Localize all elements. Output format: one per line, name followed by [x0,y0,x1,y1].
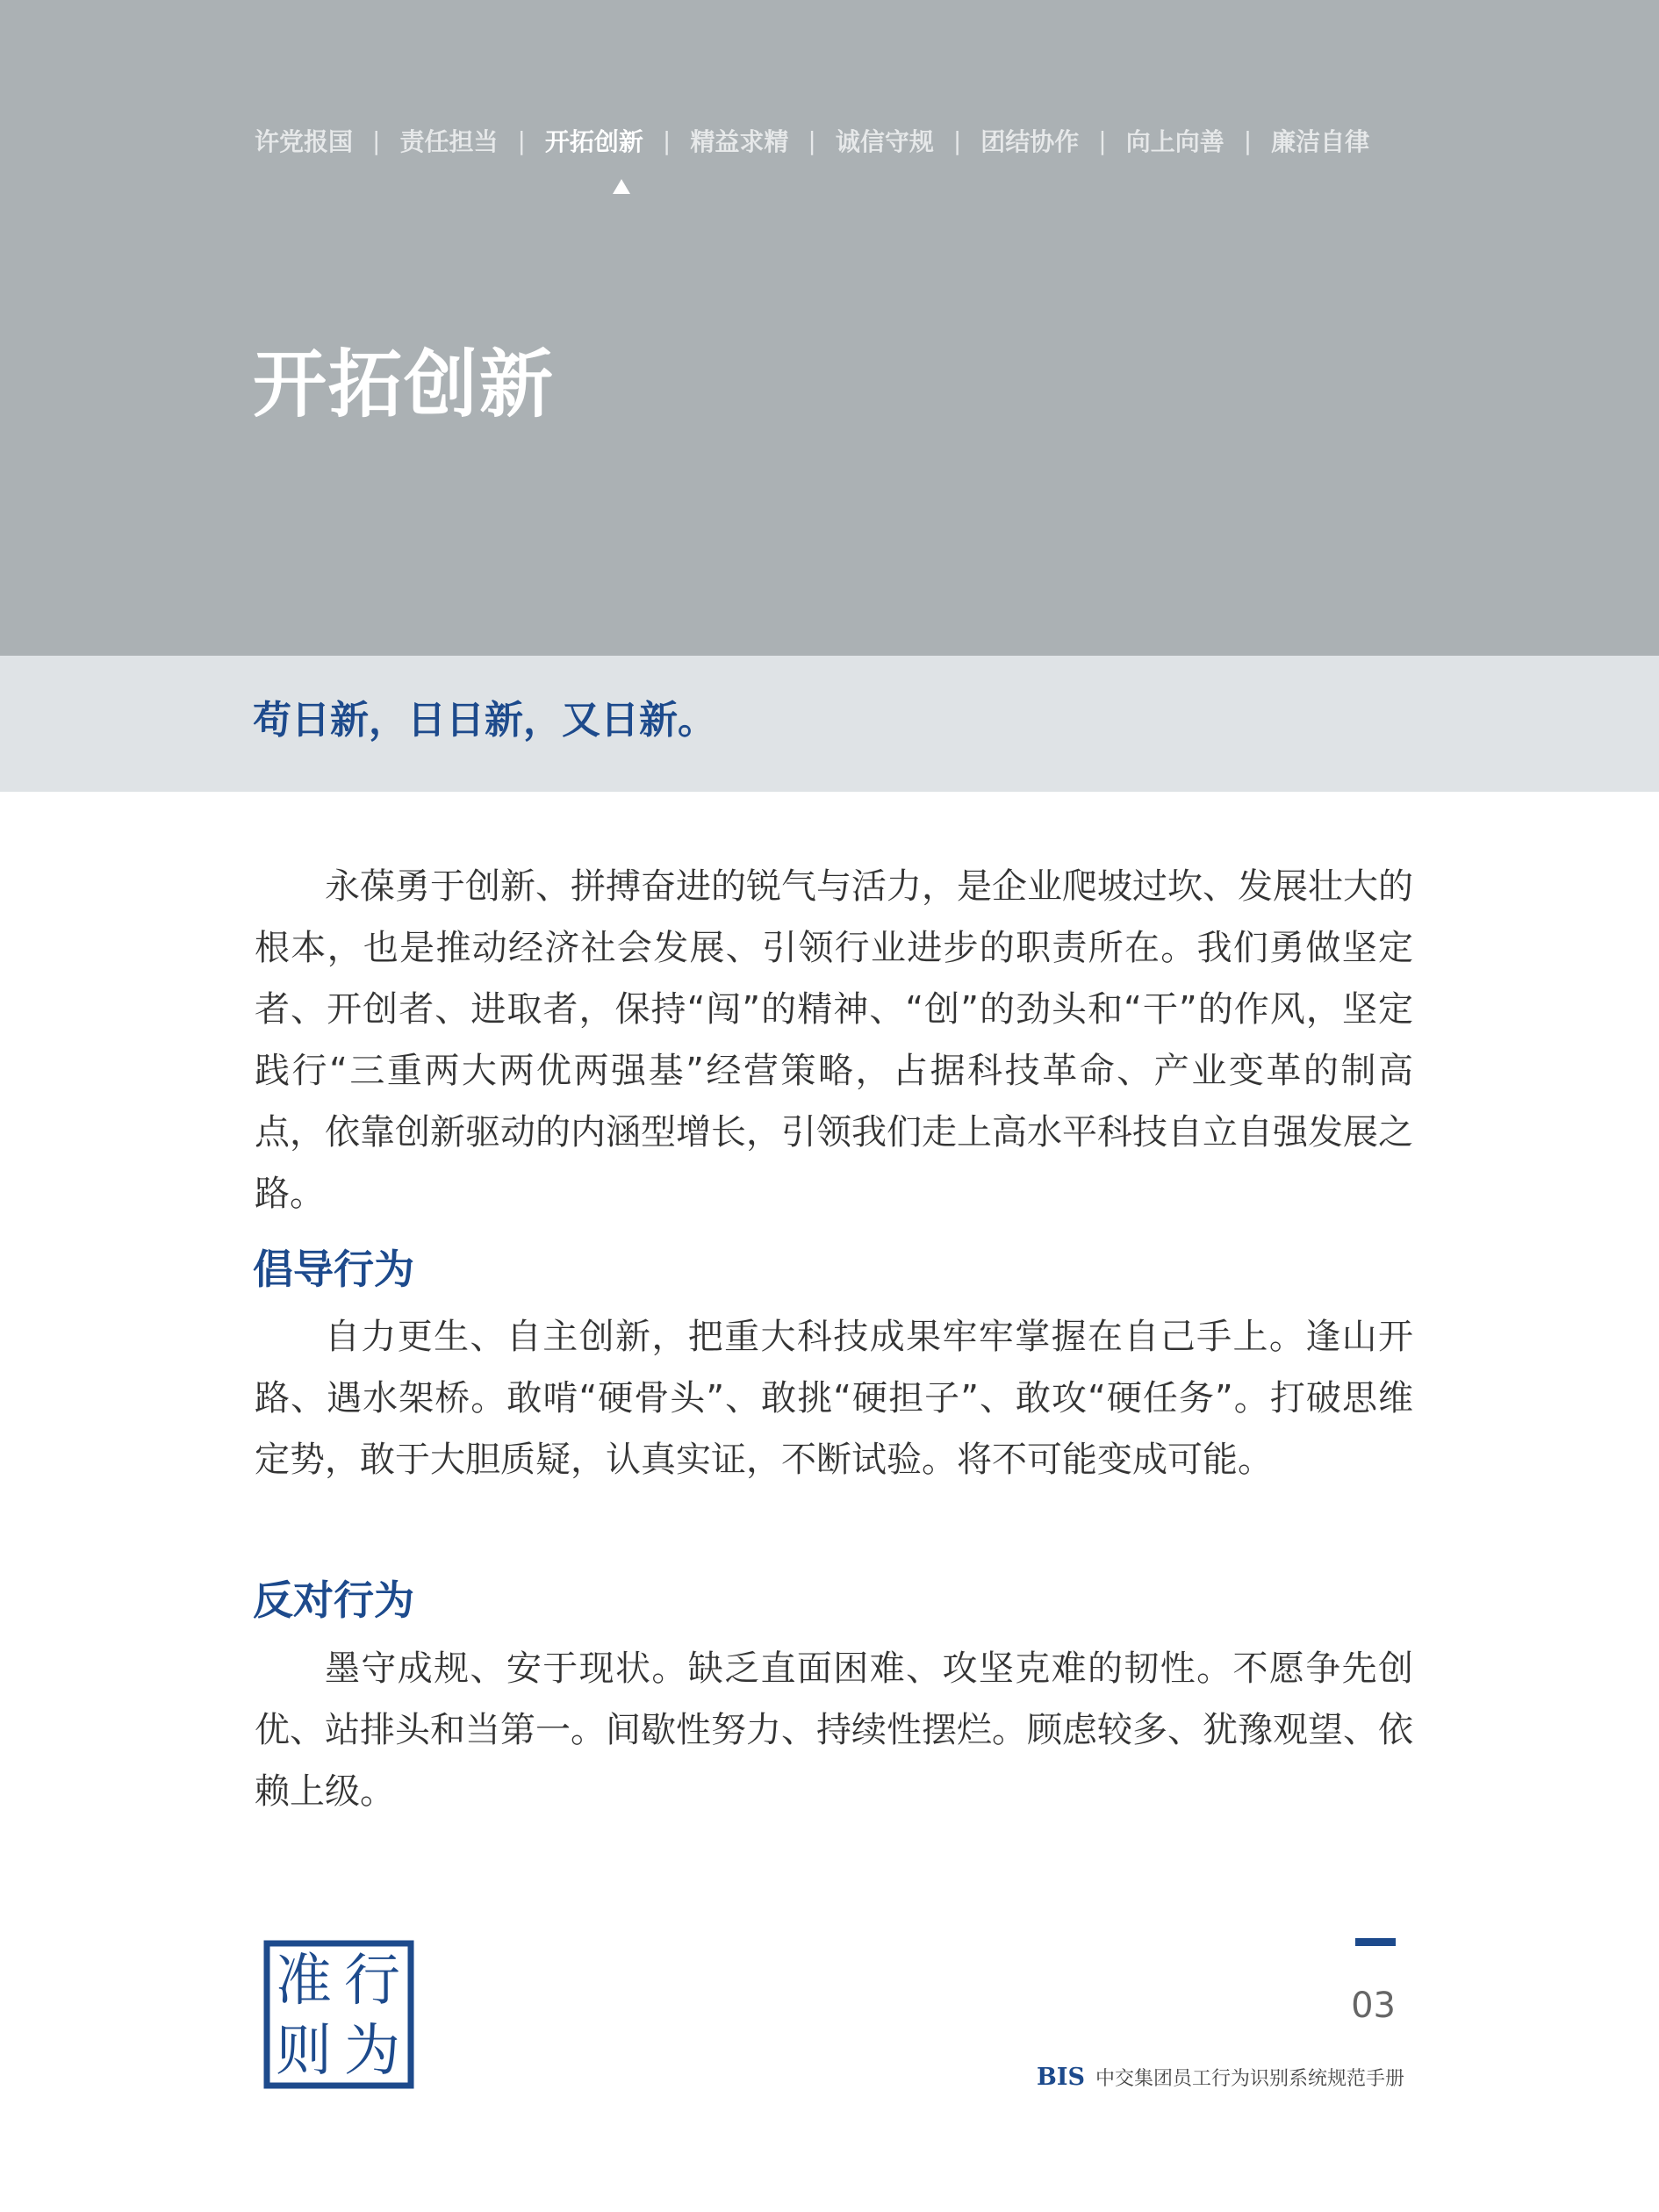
nav-tab-1[interactable]: 责任担当 [399,127,499,156]
nav-tab-2[interactable]: 开拓创新 [544,127,643,156]
footer-title: 中交集团员工行为识别系统规范手册 [1095,2067,1404,2090]
nav-tab-3[interactable]: 精益求精 [690,127,789,156]
nav-separator: | [517,126,526,155]
opposed-behavior-title: 反对行为 [253,1576,414,1624]
footer [1018,2059,1404,2094]
nav-tab-5[interactable]: 团结协作 [980,127,1080,156]
motto: 苟日新，日日新，又日新。 [253,698,716,743]
nav-separator: | [372,126,381,155]
seal-char: 则 [276,2019,332,2084]
nav-separator: | [1098,126,1107,155]
nav-separator: | [808,126,816,155]
nav-separator: | [662,126,672,155]
nav-tab-7[interactable]: 廉洁自律 [1271,127,1370,156]
nav-separator: | [952,126,962,155]
advocated-behavior-title: 倡导行为 [253,1246,414,1293]
page-title: 开拓创新 [253,341,556,427]
opposed-behavior-text: 墨守成规、安于现状。缺乏直面困难、攻坚克难的韧性。不愿争先创优、站排头和当第一。间歇性努力、持续性摆烂。顾虑较多、犹豫观望、依赖上级。 [255,1648,1413,1812]
hero-banner [0,0,1659,656]
nav-tab-4[interactable]: 诚信守规 [835,127,934,156]
nav-tab-0[interactable]: 许党报国 [255,127,354,156]
page-number: 03 [1351,1986,1396,2026]
intro-paragraph: 永葆勇于创新、拼搏奋进的锐气与活力，是企业爬坡过坎、发展壮大的根本，也是推动经济社会发展、引领行业进步的职责所在。我们勇做坚定者、开创者、进取者，保持“闯”的精神、“创”的劲头和“干”的作风，坚定践行“三重两大两优两强基”经营策略，占据科技革命、产业变革的制高点，依靠创新驱动的内涵型增长，引领我们走上高水平科技自立自强发展之路。 [255,866,1413,1214]
nav-separator: | [1243,126,1253,155]
motto-band [0,656,1659,792]
active-tab-indicator-icon [613,179,630,194]
seal-char: 准 [276,1949,332,2014]
footer-brand: BIS [1037,2063,1085,2091]
seal-char: 为 [344,2019,400,2084]
seal-char: 行 [344,1949,400,2014]
seal-logo [263,1940,414,2089]
advocated-behavior-text: 自力更生、自主创新，把重大科技成果牢牢掌握在自己手上。逢山开路、遇水架桥。敢啃“硬骨头”、敢挑“硬担子”、敢攻“硬任务”。打破思维定势，敢于大胆质疑，认真实证，不断试验。将不可能变成可能。 [255,1317,1413,1480]
page-number-accent [1355,1938,1396,1946]
top-navigation [255,123,1492,158]
nav-tab-6[interactable]: 向上向善 [1125,127,1224,156]
